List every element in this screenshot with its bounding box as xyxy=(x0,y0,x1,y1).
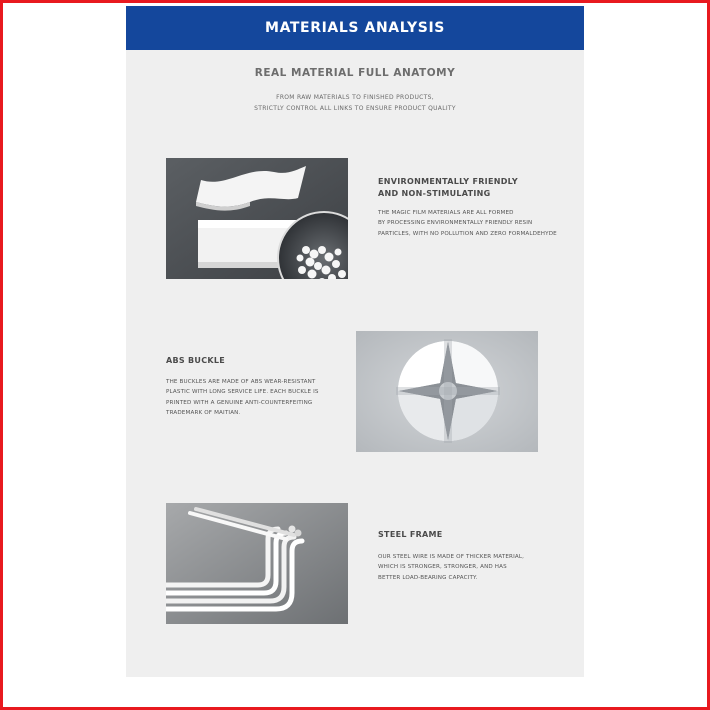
feature-title: STEEL FRAME xyxy=(378,530,443,539)
intro-line: FROM RAW MATERIALS TO FINISHED PRODUCTS, xyxy=(276,94,434,101)
feature-title-line: AND NON-STIMULATING xyxy=(378,189,491,198)
section-subtitle: REAL MATERIAL FULL ANATOMY xyxy=(254,67,456,79)
description-line: OUR STEEL WIRE IS MADE OF THICKER MATERIAL, xyxy=(378,554,525,560)
feature-title: ABS BUCKLE xyxy=(166,356,226,365)
description-line: PLASTIC WITH LONG SERVICE LIFE. EACH BUCKLE IS xyxy=(166,389,319,396)
page-header xyxy=(126,6,584,50)
feature-title-line: ENVIRONMENTALLY FRIENDLY xyxy=(378,177,518,186)
description-line: WHICH IS STRONGER, STRONGER, AND HAS xyxy=(378,564,507,571)
description-line: PARTICLES, WITH NO POLLUTION AND ZERO FORMALDEHYDE xyxy=(378,230,557,237)
description-line: THE MAGIC FILM MATERIALS ARE ALL FORMED xyxy=(378,210,514,216)
intro-line: STRICTLY CONTROL ALL LINKS TO ENSURE PRODUCT QUALITY xyxy=(254,105,456,112)
intro-text xyxy=(126,92,584,114)
feature-description xyxy=(166,377,319,419)
resin-film-image xyxy=(166,158,348,279)
feature-title xyxy=(378,176,518,200)
materials-panel xyxy=(126,6,584,677)
steel-frame-image xyxy=(166,503,348,624)
description-line: BETTER LOAD-BEARING CAPACITY. xyxy=(378,574,478,581)
feature-description xyxy=(378,208,557,239)
description-line: THE BUCKLES ARE MADE OF ABS WEAR-RESISTANT xyxy=(166,379,316,385)
page-title: MATERIALS ANALYSIS xyxy=(265,20,445,36)
feature-description xyxy=(378,552,524,583)
description-line: BY PROCESSING ENVIRONMENTALLY FRIENDLY RESIN xyxy=(378,220,533,227)
description-line: PRINTED WITH A GENUINE ANTI-COUNTERFEITING xyxy=(166,399,313,406)
abs-buckle-image xyxy=(356,331,538,452)
description-line: TRADEMARK OF MAITIAN. xyxy=(166,410,241,417)
